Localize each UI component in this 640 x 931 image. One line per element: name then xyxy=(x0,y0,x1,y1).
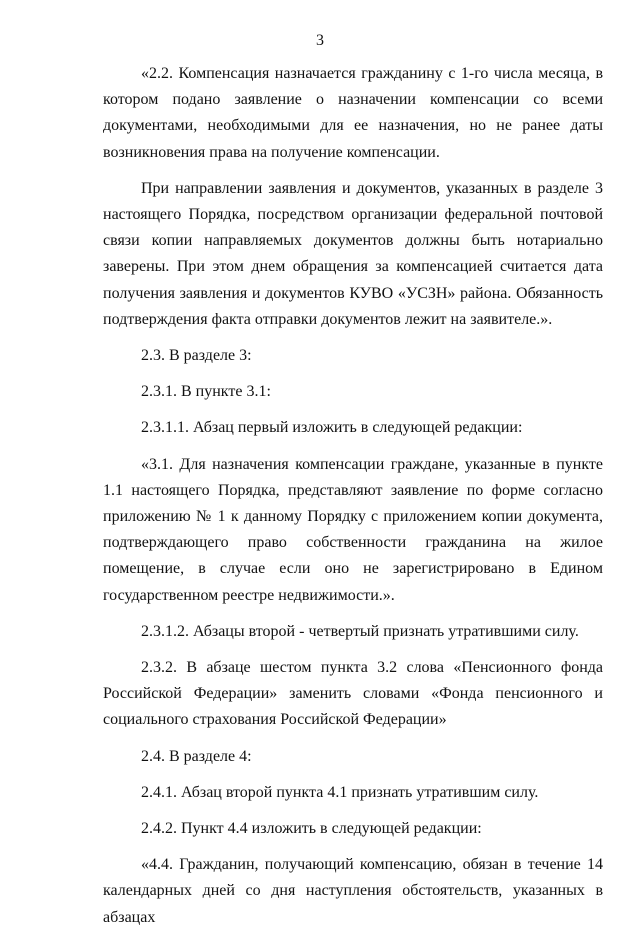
paragraph-2-3-1: 2.3.1. В пункте 3.1: xyxy=(141,383,271,401)
paragraph-2-3: 2.3. В разделе 3: xyxy=(141,347,252,365)
paragraph-2-4: 2.4. В разделе 4: xyxy=(141,747,252,765)
paragraph-2-4-1: 2.4.1. Абзац второй пункта 4.1 признать утратившим силу. xyxy=(141,783,539,801)
page-number: 3 xyxy=(316,32,324,49)
paragraph-4-4-quote: «4.4. Гражданин, получающий компенсацию, обязан в течение 14 календарных дней со дня наступления обстоятельств, указанных в абзацах xyxy=(103,856,603,926)
paragraph-3-1-quote: «3.1. Для назначения компенсации граждане, указанные в пункте 1.1 настоящего Порядка, представляют заявление по форме согласно приложению № 1 к данному Порядку с приложением копии документа, подтверждающего право собственности гражданина на жилое помещение, в случае если оно не зарегистрировано в Едином государственном реестре недвижимости.». xyxy=(103,455,603,604)
paragraph-2-2: «2.2. Компенсация назначается гражданину с 1-го числа месяца, в котором подано заявление о назначении компенсации со всеми документами, необходимыми для ее назначения, но не ранее даты возникновения права на получение компенсации. xyxy=(103,65,603,161)
paragraph-mail-submission: При направлении заявления и документов, указанных в разделе 3 настоящего Порядка, посредством организации федеральной почтовой связи копии направляемых документов должны быть нотариально заверены. При этом днем обращения за компенсацией считается дата получения заявления и документов КУВО «УСЗН» района. Обязанность подтверждения факта отправки документов лежит на заявителе.». xyxy=(103,179,603,328)
paragraph-2-3-1-2: 2.3.1.2. Абзацы второй - четвертый признать утратившими силу. xyxy=(141,622,579,640)
paragraph-2-3-1-1: 2.3.1.1. Абзац первый изложить в следующей редакции: xyxy=(141,419,523,437)
document-body xyxy=(103,61,603,931)
paragraph-2-3-2: 2.3.2. В абзаце шестом пункта 3.2 слова «Пенсионного фонда Российской Федерации» заменить словами «Фонда пенсионного и социального страхования Российской Федерации» xyxy=(103,659,603,729)
paragraph-2-4-2: 2.4.2. Пункт 4.4 изложить в следующей редакции: xyxy=(141,820,482,838)
